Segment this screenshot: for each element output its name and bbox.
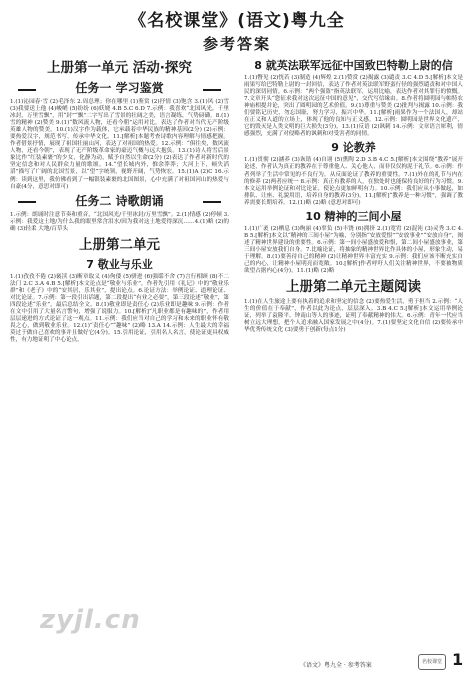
lesson9-answers: 1.(1)贯彻 (2)涵养 (3)诙谐 (4)自诩 (5)熏陶 2.D 3.B 4.C 5.[解析]本文围绕“教养”展开论述，作者认为真正的教养在于尊重他人、关心他人，而非仅仅拘泥于礼节。6.示例：作者列举了生活中常见的不良行为，从反面论证了教养的重要性。7.(1)外在的礼节与内在的修养 (2)两者应统一 8.示例：真正有教养的人，在独处时也能保持良好的行为习惯。9.本文运用举例论证和对比论证，使论点更加鲜明有力。10.示例：我们应从小事做起，如排队、让座、礼貌用语，培养自身的教养(3分)。11.[解析]“教养是一种习惯”，强调了教养需要长期培养。12.(1)略 (2)略 (意思对即可) [244, 157, 463, 206]
unit3-heading: 上册第二单元主题阅读 [286, 279, 421, 296]
footer-text: 《语文》粤九全 · 参考答案 [300, 662, 372, 669]
page-subtitle: 参考答案 [202, 35, 271, 53]
task1-answers: 1.(1)沁园春·雪 (2)毛泽东 2.周总理；你在哪里 (1)鉴赏 (2)抒情 (3)饱含 3.(1)风 (2)雪 (3)我要送上他 (4)峻峭 (5)纷纷 (6)妖娆 4.B 5.C 6.D 7.示例：我喜欢“北国风光，千里冰封，万里雪飘”，用“封”“飘”二字写出了雪景的壮阔之美，语言凝练，气势磅礴。8.(1)雪的精神 (2)赞美 9.(1)“数风流人物，还看今朝”运用对比，表达了作者对当代无产阶级英雄人物的赞美。10.(1)汉字作为载体，它承载着中华民族的精神基因(2分) (2)示例：要热爱汉字，规范书写，传承中华文化。11.[解析]本题考查诗歌内容理解与情感把握。作者借景抒情，展现了祖国壮丽山河，表达了对祖国的热爱。12.示例：“俱往矣，数风流人物，还看今朝”，表现了无产阶级革命家的豪迈气概与远大抱负。13.(1)诗人将雪后景象比作“红装素裹”的少女，化静为动，赋予自然以生命(2分) (2)表达了作者对新时代的坚定信念和对人民群众力量的歌颂。14.“望长城内外，惟余莽莽；大河上下，顿失滔滔”描写了广阔的北国雪景，以“望”字统领，视野开阔，气势恢宏。15.(1)A (2)C 16.示例：读到这里，我仿佛看到了一幅银装素裹的北国图景，心中充满了对祖国河山的热爱与自豪(4分，意思对即可) [10, 99, 229, 190]
watermark: zyjl.cn [40, 605, 141, 635]
lesson7-answers: 1.(1)孜孜不倦 (2)亵渎 (3)断章取义 (4)佝偻 (5)骈进 (6)强聒不舍 (7)言行相顾 (8)不二法门 2.C 3.A 4.B 5.[解析]本文论点是“敬业与乐业”，作者先引用《礼记》中的“敬业乐群”和《老子》中的“安其居，乐其业”，提出论点。6.论证方法：举例论证、道理论证、对比论证。7.示例：第一段引出话题，第二段提出“有业之必要”，第三段论述“敬业”，第四段论述“乐业”，最后总结全文。8.(1)敬业即是责任心 (2)乐业即是趣味 9.示例：作者在文中引用了大量名言警句，增强了说服力。10.[解析]“凡职业都是有趣味的”，作者用层层递进的方式论证了这一观点。11.示例：我们应当对自己的学习和未来的职业怀有敬畏之心，做到敬业乐业。12.(1)“责任心”“趣味” (2)略 13.A 14.示例：人生最大的幸福莫过于做自己喜欢的事并且做好它(4分)。15.引用论证，引用名人名言，使论证更具权威性，有力地证明了中心论点。 [10, 273, 229, 344]
lesson8-answers: 1.(1)瞥见 (2)恍若 (3)制造 (4)辉煌 2.(1)赞赏 (2)揭露 (3)谴责 3.C 4.D 5.[解析]本文是雨果写给巴特勒上尉的一封回信，表达了作者对英法联军野蛮行径的强烈谴责和对中国人民的深切同情。6.示例：“两个强盗”指英法联军，运用比喻，表达作者对其罪行的愤慨。7.文章开头“您征求我对这次远征中国的意见”，交代写信缘由。8.作者将圆明园与帕特农神庙相提并论，突出了圆明园的艺术价值。9.(1)尊重与赞美 (2)批判与揭露 10.示例：我们要铭记历史，勿忘国耻，努力学习，振兴中华。11.[解析]雨果作为一个法国人，却站在正义和人道的立场上，体现了他的良知与正义感。12.示例：圆明园是世界文化遗产，它的毁灭是人类文明的巨大损失(3分)。13.(1)反语 (2)讽刺 14.示例：文章语言犀利，情感强烈，充满了对侵略者的讽刺和对受害者的同情。 [244, 75, 463, 138]
right-column [244, 56, 463, 660]
page-number: 1 [452, 650, 464, 669]
lesson9-heading: 9 论教养 [331, 141, 376, 155]
lesson7-heading: 7 敬业与乐业 [86, 257, 153, 271]
task1-heading: 任务一 学习鉴赏 [10, 80, 229, 97]
unit2-heading: 上册第二单元 [79, 236, 160, 253]
lesson10-answers: 1.(1)广袤 (2)栖息 (3)绚丽 (4)辜负 (5)丰饶 (6)拥挤 2.(1)宽宥 (2)混沌 (3)灵秀 3.C 4.B 5.[解析]本文以“精神的三间小屋”为喻，分别指“安放爱恨”“安放事业”“安放自身”，阐述了精神世界建设的重要性。6.示例：第一间小屋盛放爱和恨，第二间小屋盛放事业，第三间小屋安放我们自身。7.比喻论证，将抽象的精神世界比作具体的小屋，形象生动，易于理解。8.(1)要善待自己的精神 (2)让精神世界丰富充实 9.示例：我们应该不断充实自己的内心，让精神小屋明亮而宽敞。10.[解析]作者呼吁人们关注精神世界，不要被物质欲望占据内心(4分)。11.(1)略 (2)略 [244, 225, 463, 275]
task2-heading: 任务二 诗歌朗诵 [10, 193, 229, 210]
left-column [10, 56, 229, 660]
publisher-logo: 名校课堂 [418, 654, 446, 670]
lesson10-heading: 10 精神的三间小屋 [305, 209, 402, 223]
unit3-answers: 1.(1)在人生旅途上要有执着的追求和坚定的信念 (2)要热爱生活，勇于担当 2.示例：“人生的价值在于奉献”，作者以此为论点，层层深入。3.B 4.C 5.[解析]本文运用举例论证，列举了袁隆平、钟南山等人的事迹，证明了奉献精神的伟大。6.示例：青年一代应当树立远大理想，把个人追求融入国家发展之中(4分)。7.(1)要坚定文化自信 (2)要传承中华优秀传统文化 (3)要勇于创新(每点1分) [244, 299, 463, 334]
unit1-heading: 上册第一单元 活动·探究 [47, 60, 192, 76]
page-title: 《名校课堂》(语文)粤九全 [129, 11, 345, 31]
task2-answers: 1.示例：朗诵时注意节奏和重音，“北国风光/千里冰封/万里雪飘”。2.(1)情感 (2)停顿 3.示例：我爱这土地/为什么我的眼里常含泪水/因为我对这土地爱得深沉……4.(1)略 (2)的确 (3)轻柔 大地/百草头 [10, 211, 229, 232]
lesson8-heading: 8 就英法联军远征中国致巴特勒上尉的信 [254, 59, 453, 72]
